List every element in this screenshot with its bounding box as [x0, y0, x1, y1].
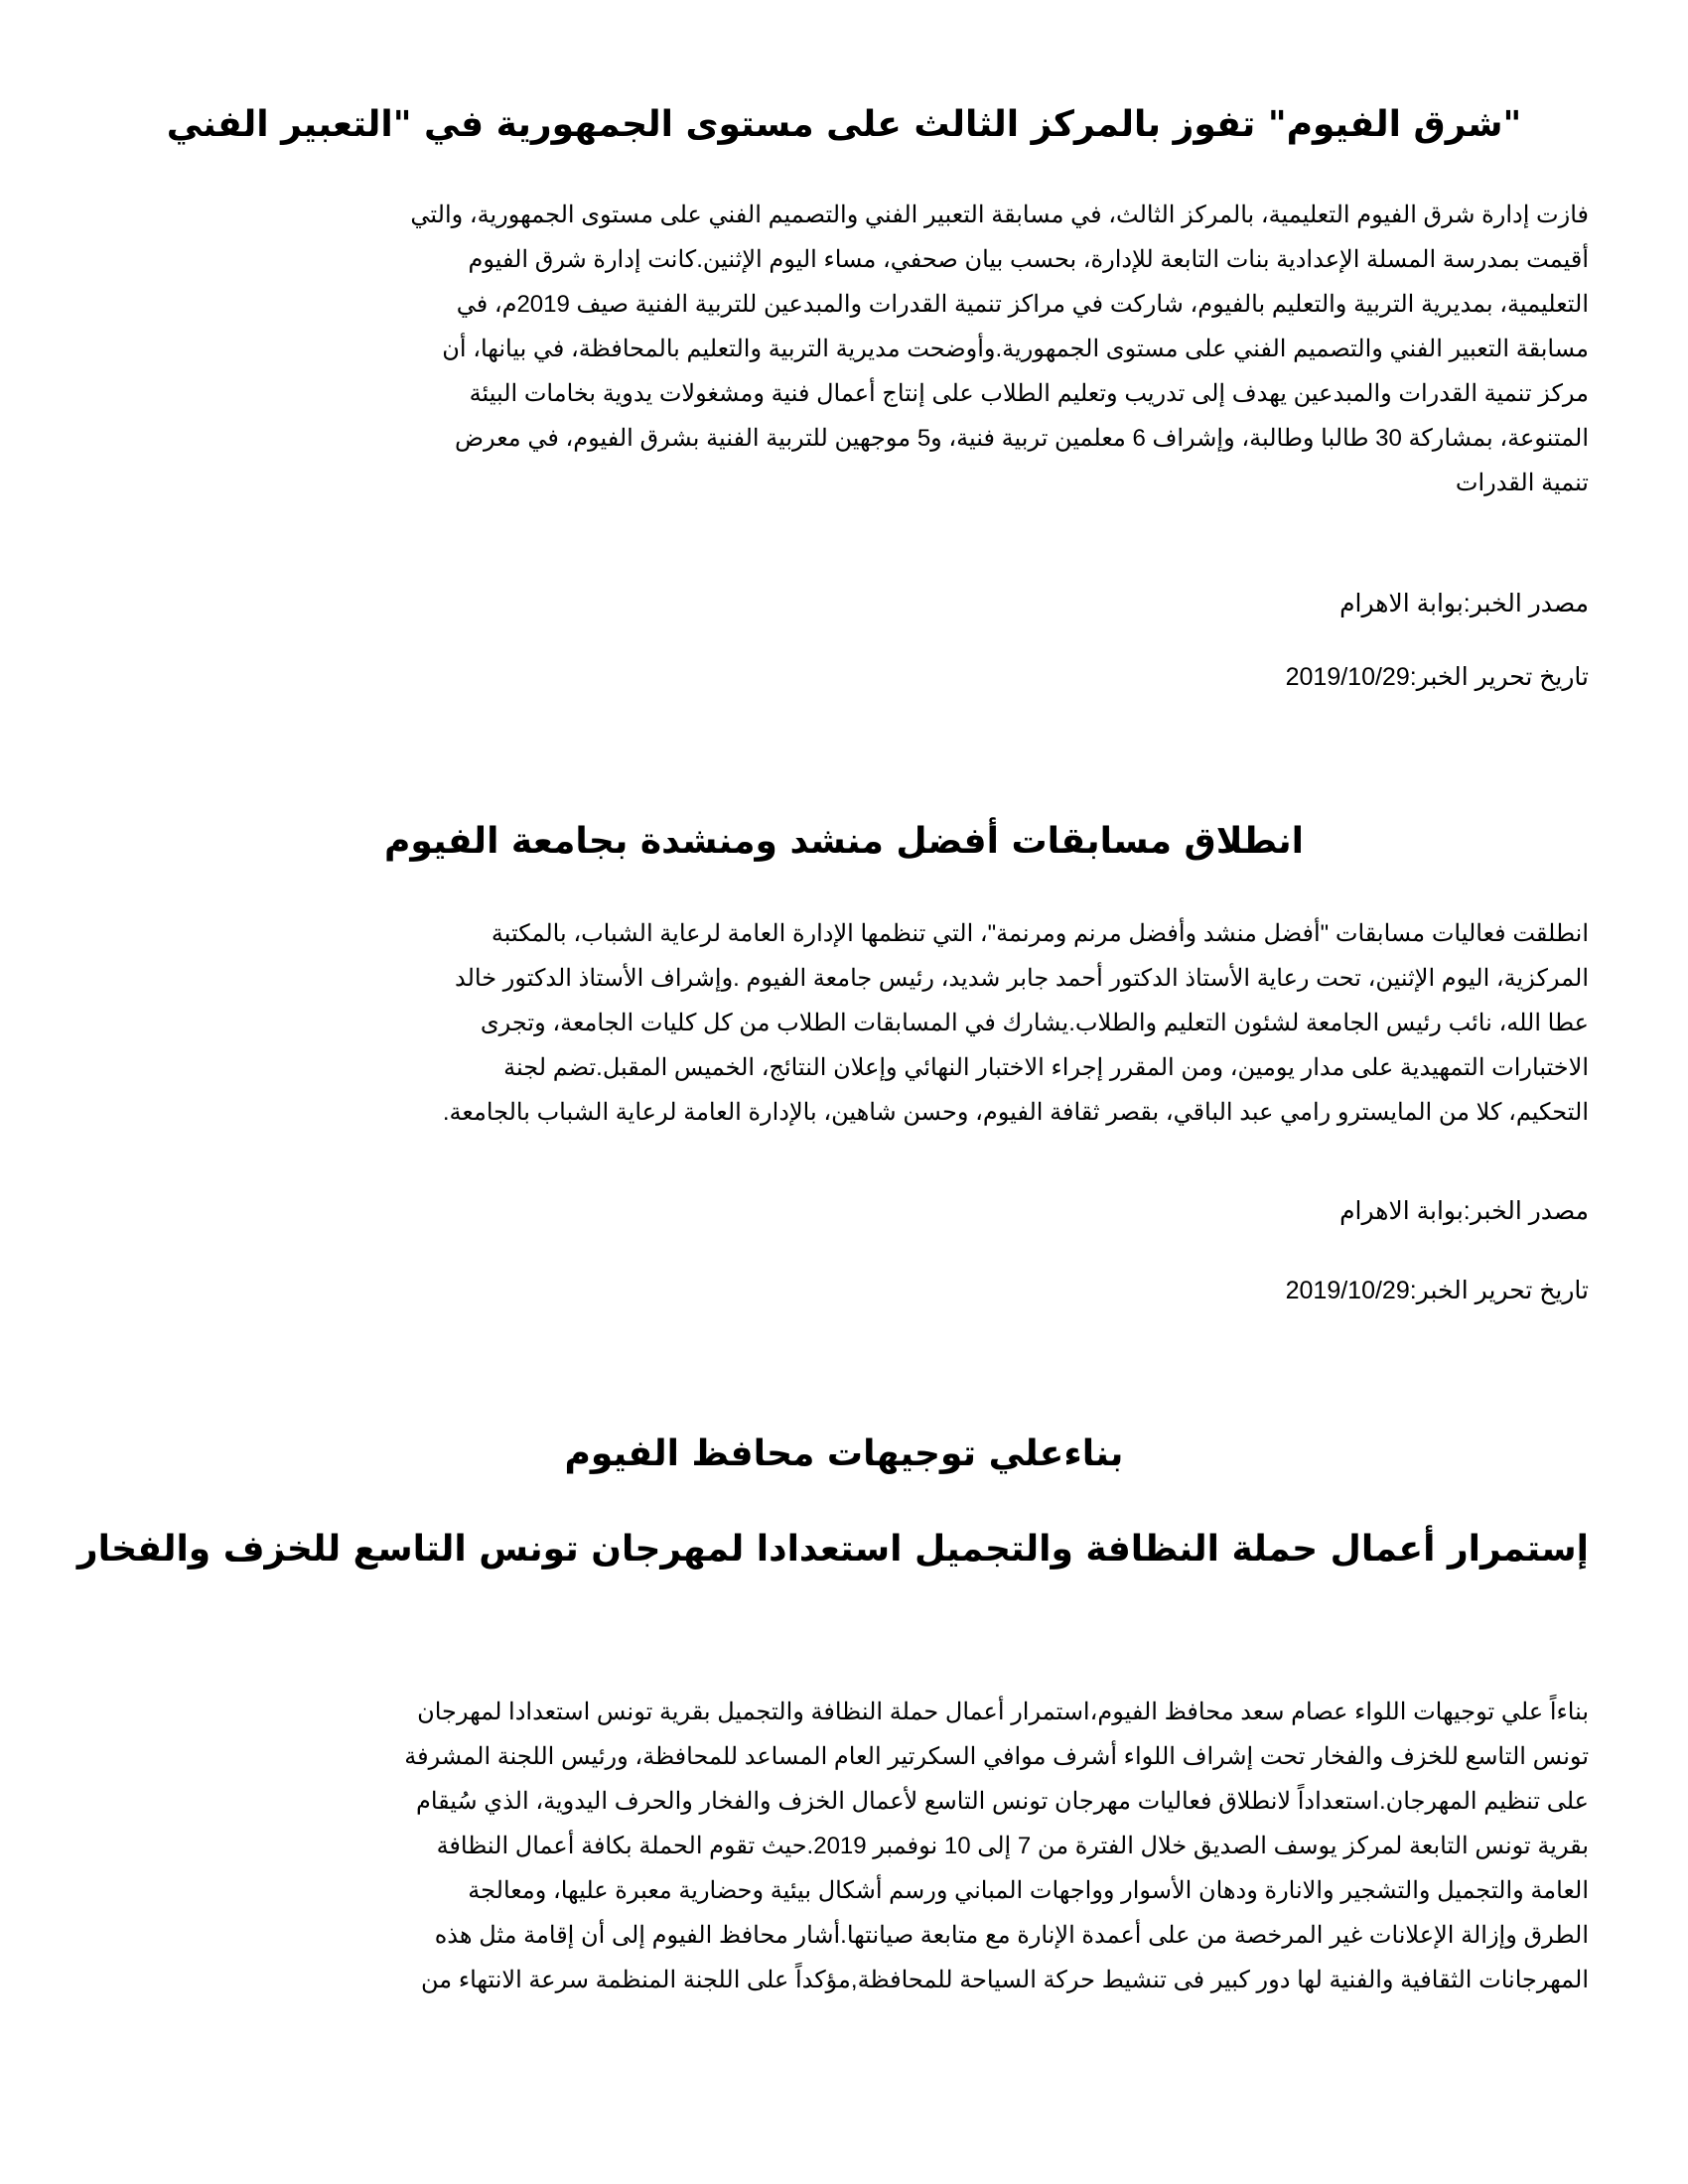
article-2-date: تاريخ تحرير الخبر:2019/10/29 [1285, 1277, 1589, 1304]
article-3-subtitle: إستمرار أعمال حملة النظافة والتجميل استعدادا لمهرجان تونس التاسع للخزف والفخار [76, 1529, 1589, 1570]
article-3 [99, 1429, 1589, 1480]
article-2 [99, 816, 1589, 868]
article-1-date: تاريخ تحرير الخبر:2019/10/29 [1285, 663, 1589, 691]
article-2-source: مصدر الخبر:بوابة الاهرام [1339, 1197, 1589, 1225]
article-3-body-wrapper [99, 1690, 1589, 2002]
article-1-body: فازت إدارة شرق الفيوم التعليمية، بالمركز الثالث، في مسابقة التعبير الفني والتصميم الفني على مستوى الجمهورية، والتي أقيمت بمدرسة المسلة الإعدادية بنات التابعة للإدارة، بحسب بيان صحفي، مساء اليوم الإثنين.كانت إدارة شرق الفيوم التعليمية، بمديرية التربية والتعليم بالفيوم، شاركت في مراكز تنمية القدرات والمبدعين للتربية الفنية صيف 2019م، في مسابقة التعبير الفني والتصميم الفني على مستوى الجمهورية.وأوضحت مديرية التربية والتعليم بالمحافظة، في بيانها، أن مركز تنمية القدرات والمبدعين يهدف إلى تدريب وتعليم الطلاب على إنتاج أعمال فنية ومشغولات يدوية بخامات البيئة المتنوعة، بمشاركة 30 طالبا وطالبة، وإشراف 6 معلمين تربية فنية، و5 موجهين للتربية الفنية بشرق الفيوم، في معرض تنمية القدرات [410, 202, 1589, 496]
article-2-body-wrapper [99, 911, 1589, 1135]
article-3-subtitle-wrapper [76, 1524, 1589, 1575]
article-2-body: انطلقت فعاليات مسابقات "أفضل منشد وأفضل مرنم ومرنمة"، التي تنظمها الإدارة العامة لرعاية الشباب، بالمكتبة المركزية، اليوم الإثنين، تحت رعاية الأستاذ الدكتور أحمد جابر شديد، رئيس جامعة الفيوم .وإشراف الأستاذ الدكتور خالد عطا الله، نائب رئيس الجامعة لشئون التعليم والطلاب.يشارك في المسابقات الطلاب من كل كليات الجامعة، وتجرى الاختبارات التمهيدية على مدار يومين، ومن المقرر إجراء الاختبار النهائي وإعلان النتائج، الخميس المقبل.تضم لجنة التحكيم، كلا من المايسترو رامي عبد الباقي، بقصر ثقافة الفيوم، وحسن شاهين، بالإدارة العامة لرعاية الشباب بالجامعة. [442, 920, 1589, 1126]
article-1-title: "شرق الفيوم" تفوز بالمركز الثالث على مستوى الجمهورية في "التعبير الفني [166, 104, 1522, 145]
article-1 [99, 99, 1589, 151]
article-3-title: بناءعلي توجيهات محافظ الفيوم [564, 1433, 1124, 1474]
article-3-body: بناءاً علي توجيهات اللواء عصام سعد محافظ الفيوم،استمرار أعمال حملة النظافة والتجميل بقرية تونس استعدادا لمهرجان تونس التاسع للخزف والفخار تحت إشراف اللواء أشرف موافي السكرتير العام المساعد للمحافظة، ورئيس اللجنة المشرفة على تنظيم المهرجان.استعداداً لانطلاق فعاليات مهرجان تونس التاسع لأعمال الخزف والفخار والحرف اليدوية، الذي سُيقام بقرية تونس التابعة لمركز يوسف الصديق خلال الفترة من 7 إلى 10 نوفمبر 2019.حيث تقوم الحملة بكافة أعمال النظافة العامة والتجميل والتشجير والانارة ودهان الأسوار وواجهات المباني ورسم أشكال بيئية وحضارية معبرة عليها، ومعالجة الطرق وإزالة الإعلانات غير المرخصة من على أعمدة الإنارة مع متابعة صيانتها.أشار محافظ الفيوم إلى أن إقامة مثل هذه المهرجانات الثقافية والفنية لها دور كبير فى تنشيط حركة السياحة للمحافظة,مؤكداً على اللجنة المنظمة سرعة الانتهاء من [404, 1699, 1589, 1993]
article-1-body-wrapper [99, 193, 1589, 505]
article-1-source: مصدر الخبر:بوابة الاهرام [1339, 590, 1589, 617]
article-2-title: انطلاق مسابقات أفضل منشد ومنشدة بجامعة الفيوم [383, 821, 1304, 862]
